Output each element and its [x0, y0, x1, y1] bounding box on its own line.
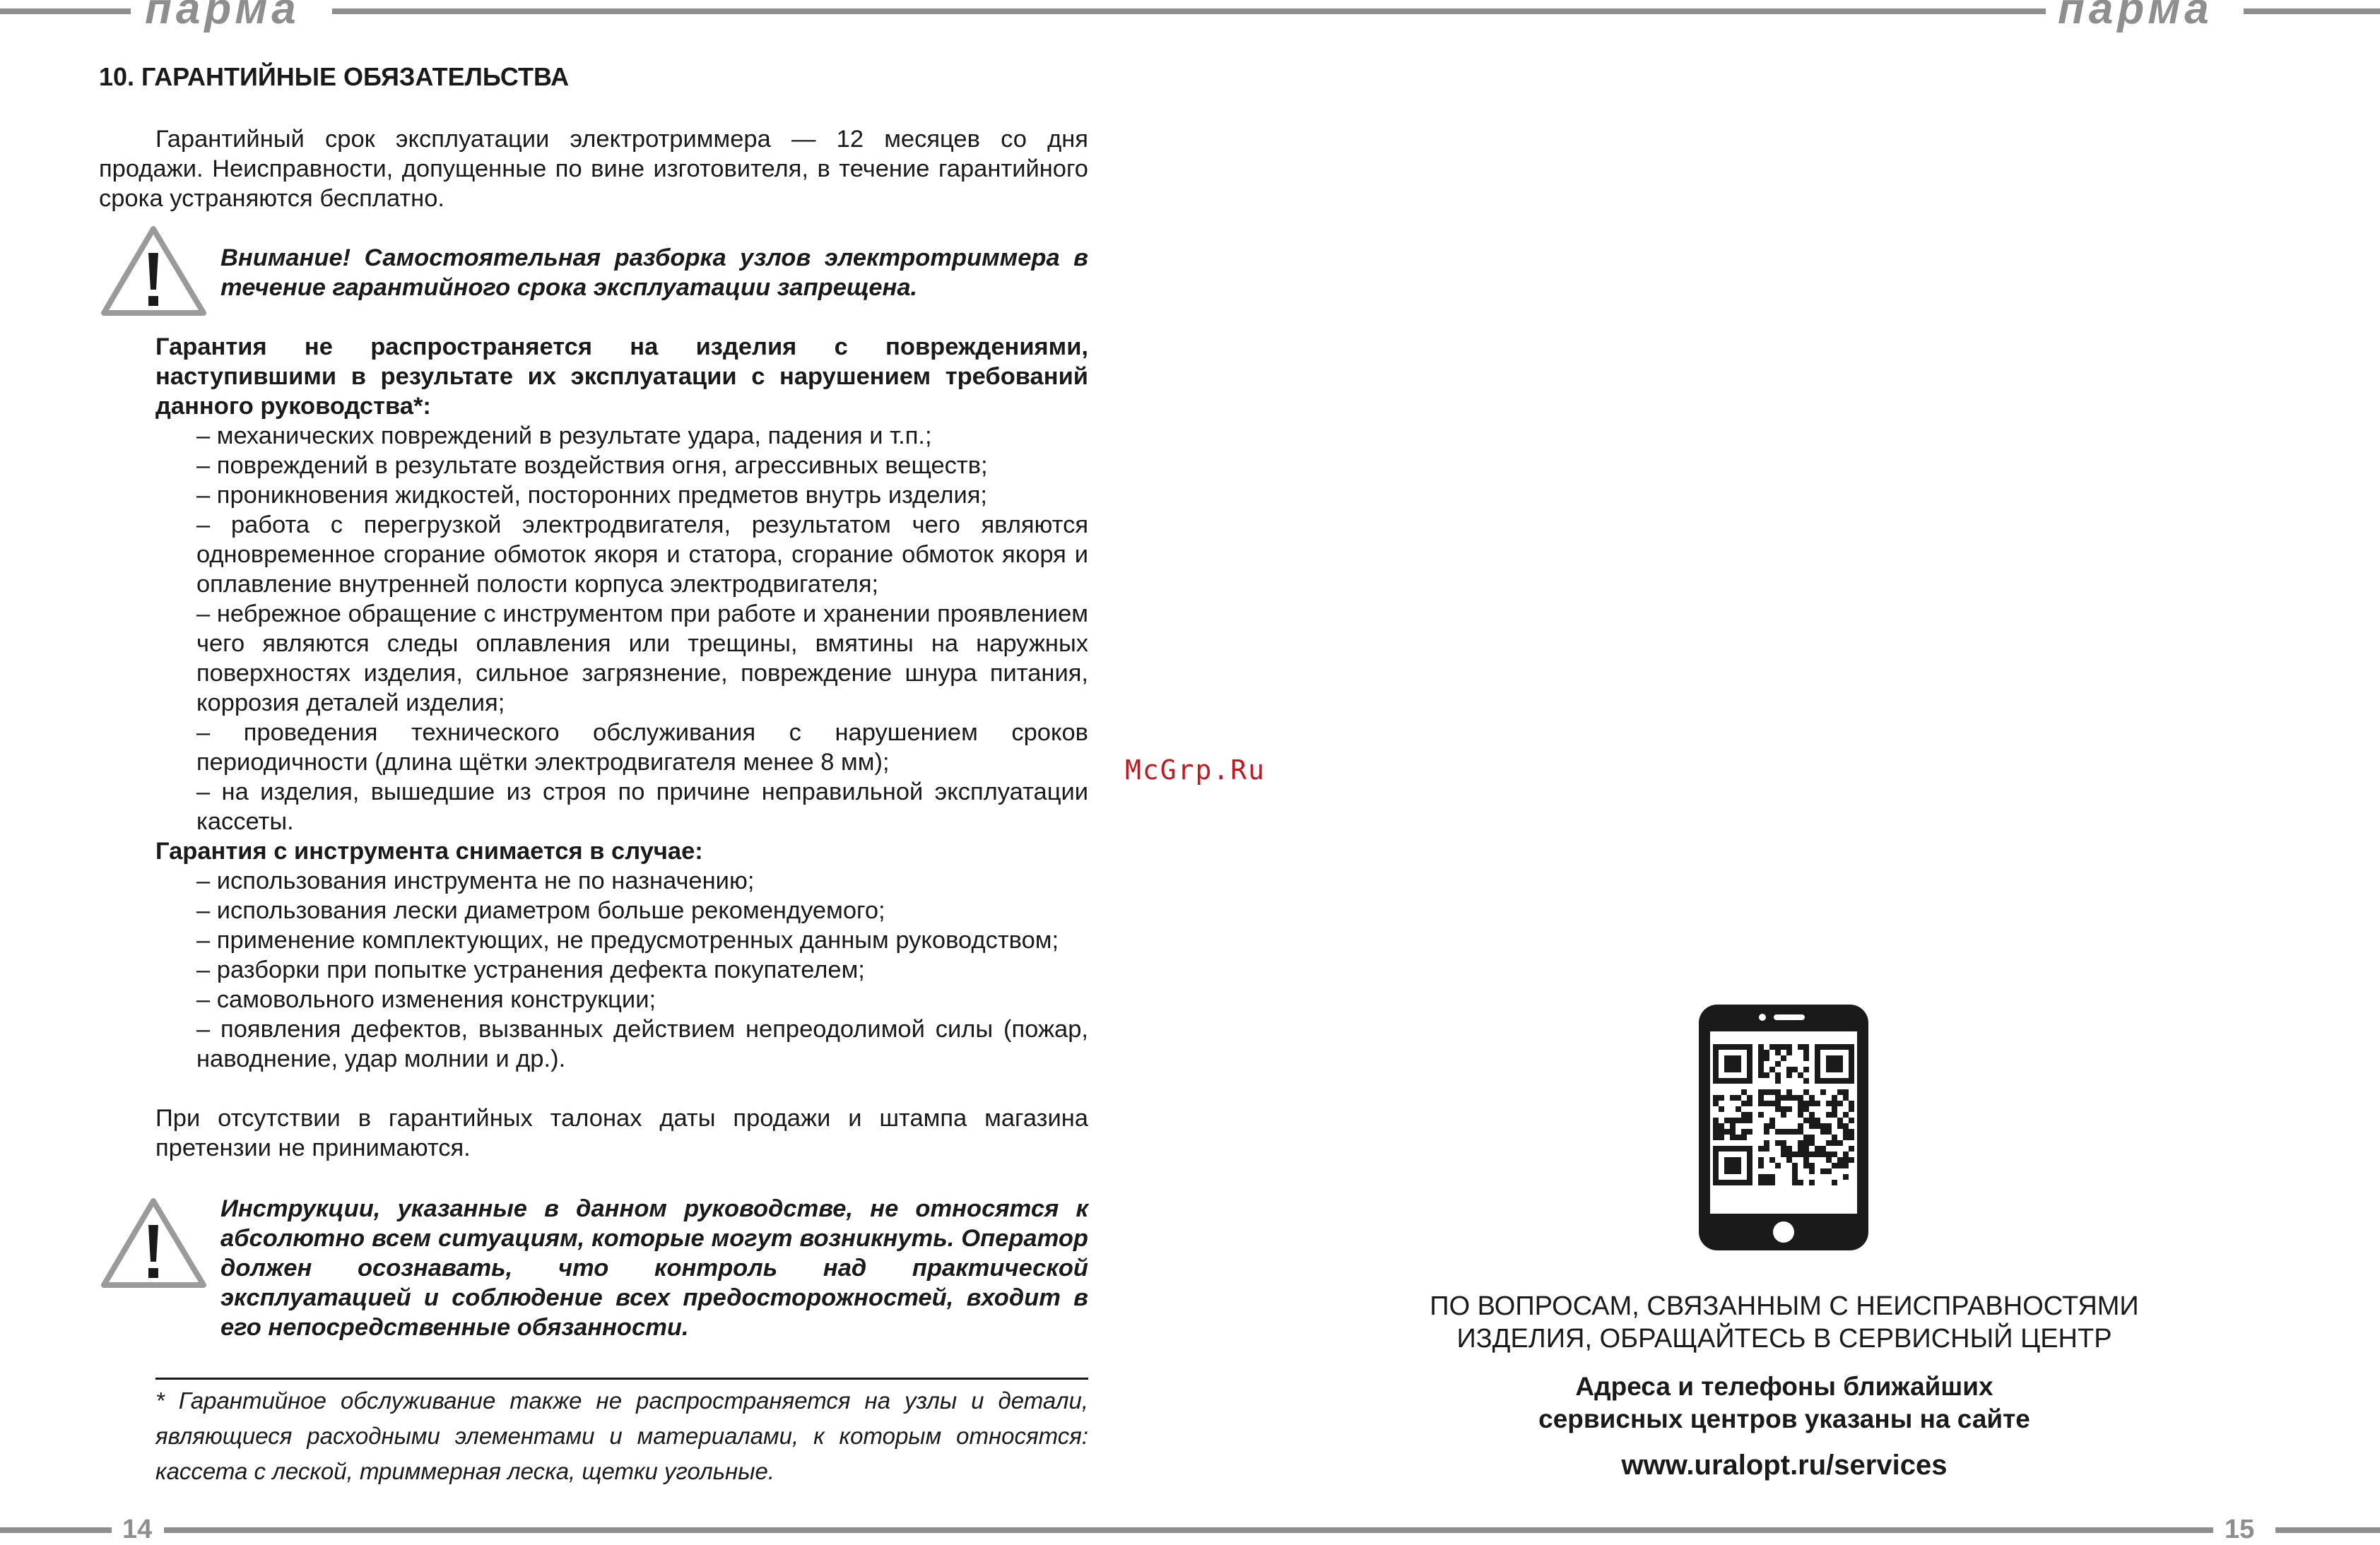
warning-text-2: Инструкции, указанные в данном руководстве, не относятся к абсолютно всем ситуациям, которые могут возникнуть. Оператор должен осознавать, что контроль над практической эксплуатацией и соблюдение всех предосторожностей, входит в его непосредственные обязанности.	[220, 1195, 1088, 1341]
addresses-line-1: Адреса и телефоны ближайших	[1575, 1372, 1993, 1401]
footnote: * Гарантийное обслуживание также не распространяется на узлы и детали, являющиеся расходными элементами и материалами, к которым относятся: кассета с леской, триммерная леска, щетки угольные.	[155, 1387, 1088, 1484]
footer-rule-center	[164, 1527, 2213, 1533]
footnote-divider	[155, 1378, 1088, 1380]
list-item: – проникновения жидкостей, посторонних предметов внутрь изделия;	[196, 482, 988, 509]
removal-list	[196, 866, 1088, 1074]
footer-rule-right	[2275, 1527, 2380, 1533]
list-item: – появления дефектов, вызванных действием непреодолимой силы (пожар, наводнение, удар молнии и др.).	[196, 1016, 1088, 1072]
warning-icon	[99, 1195, 208, 1291]
list-item: – самовольного изменения конструкции;	[196, 986, 656, 1013]
list-item: – использования инструмента не по назначению;	[196, 868, 755, 894]
list-item: – использования лески диаметром больше рекомендуемого;	[196, 897, 885, 924]
service-url[interactable]: www.uralopt.ru/services	[1621, 1450, 1948, 1481]
phone-qr-icon	[1696, 1002, 1871, 1253]
list-item: – механических повреждений в результате удара, падения и т.п.;	[196, 422, 932, 449]
header-rule-left	[0, 8, 131, 14]
addresses-note	[1329, 1371, 2240, 1436]
watermark: McGrp.Ru	[1125, 754, 1266, 786]
intro-paragraph: Гарантийный срок эксплуатации электротриммера — 12 месяцев со дня продажи. Неисправности, допущенные по вине изготовителя, в течение гарантийного срока устраняются бесплатно.	[99, 126, 1088, 212]
list-item: – работа с перегрузкой электродвигателя, результатом чего являются одновременное сгорание обмоток якоря и статора, сгорание обмоток якоря и оплавление внутренней полости корпуса электродвигателя;	[196, 511, 1088, 598]
service-line-1: ПО ВОПРОСАМ, СВЯЗАННЫМ С НЕИСПРАВНОСТЯМИ	[1430, 1291, 2139, 1321]
header-rule-right	[2244, 8, 2380, 14]
section-title: 10. ГАРАНТИЙНЫЕ ОБЯЗАТЕЛЬСТВА	[99, 62, 570, 91]
brand-logo-left: парма	[145, 0, 300, 33]
list-item: – проведения технического обслуживания с нарушением сроков периодичности (длина щётки электродвигателя менее 8 мм);	[196, 719, 1088, 776]
removal-heading: Гарантия с инструмента снимается в случае:	[155, 838, 703, 865]
list-item: – на изделия, вышедшие из строя по причине неправильной эксплуатации кассеты.	[196, 779, 1088, 835]
warning-text-1: Внимание! Самостоятельная разборка узлов электротриммера в течение гарантийного срока эксплуатации запрещена.	[220, 244, 1088, 301]
addresses-line-2: сервисных центров указаны на сайте	[1538, 1404, 2030, 1433]
warning-icon	[99, 223, 208, 319]
service-notice	[1329, 1290, 2240, 1355]
header-rule-center	[332, 8, 2046, 14]
no-claims-paragraph: При отсутствии в гарантийных талонах даты продажи и штампа магазина претензии не принимаются.	[155, 1105, 1088, 1161]
footer-rule-left	[0, 1527, 112, 1533]
brand-logo-right: парма	[2058, 0, 2213, 33]
list-item: – повреждений в результате воздействия огня, агрессивных веществ;	[196, 452, 988, 479]
exclusion-list	[196, 421, 1088, 836]
list-item: – разборки при попытке устранения дефекта покупателем;	[196, 957, 865, 983]
exclusion-heading: Гарантия не распространяется на изделия с повреждениями, наступившими в результате их эксплуатации с нарушением требований данного руководства*:	[155, 333, 1088, 420]
service-line-2: ИЗДЕЛИЯ, ОБРАЩАЙТЕСЬ В СЕРВИСНЫЙ ЦЕНТР	[1456, 1324, 2112, 1354]
page-number-left: 14	[122, 1515, 153, 1544]
list-item: – небрежное обращение с инструментом при работе и хранении проявлением чего являются следы оплавления или трещины, вмятины на наружных поверхностях изделия, сильное загрязнение, повреждение шнура питания, коррозия деталей изделия;	[196, 600, 1088, 716]
list-item: – применение комплектующих, не предусмотренных данным руководством;	[196, 927, 1059, 954]
page-number-right: 15	[2225, 1515, 2255, 1544]
